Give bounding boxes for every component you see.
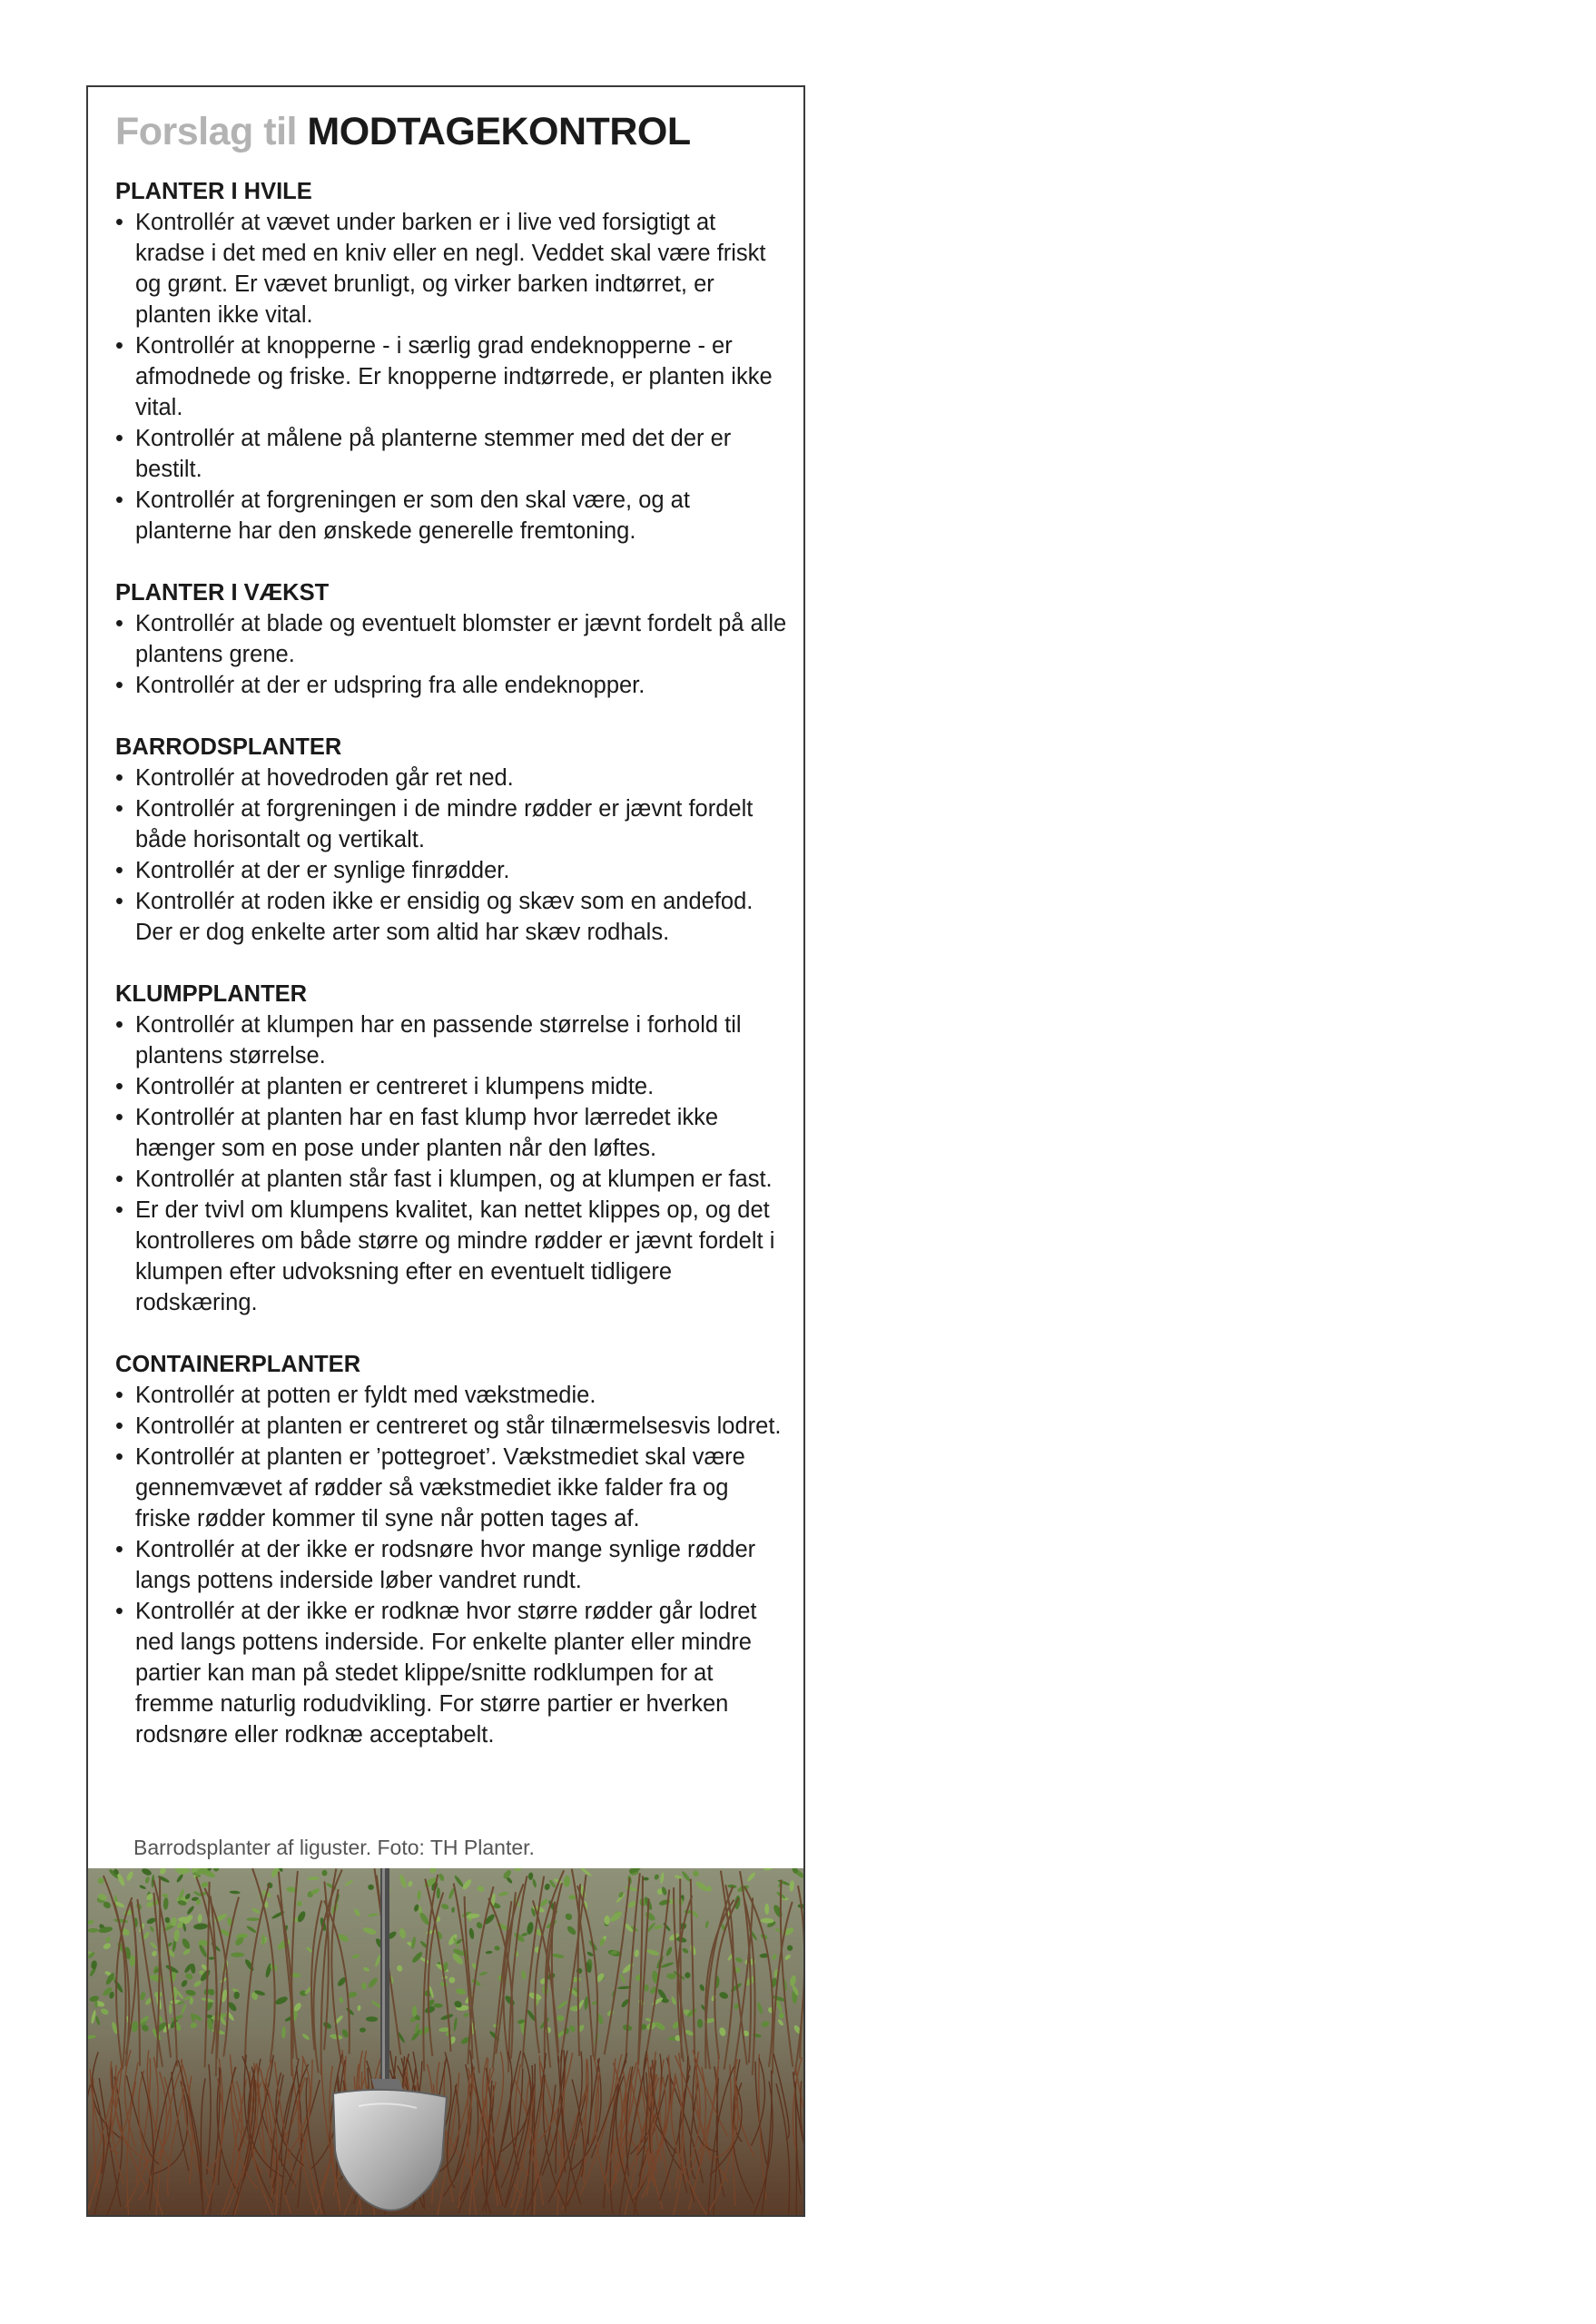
list-item-text: Kontrollér at blade og eventuelt blomster er jævnt fordelt på alle plantens grene. xyxy=(135,611,787,667)
sections-container xyxy=(115,176,787,1750)
list-item xyxy=(115,1195,787,1318)
bullet-list xyxy=(115,207,787,547)
list-item-text: Kontrollér at klumpen har en passende størrelse i forhold til plantens størrelse. xyxy=(135,1012,742,1068)
list-item xyxy=(115,1380,787,1411)
section-heading: KLUMPPLANTER xyxy=(115,981,308,1007)
bullet-icon: • xyxy=(115,1413,123,1439)
list-item xyxy=(115,1102,787,1164)
bullet-icon: • xyxy=(115,1074,123,1099)
list-item xyxy=(115,485,787,547)
list-item-text: Kontrollér at planten står fast i klumpen, og at klumpen er fast. xyxy=(135,1167,773,1192)
list-item xyxy=(115,1411,787,1442)
list-item-text: Kontrollér at der ikke er rodsnøre hvor mange synlige rødder langs pottens inderside løber vandret rundt. xyxy=(135,1537,756,1593)
list-item-text: Kontrollér at der er synlige finrødder. xyxy=(135,858,510,883)
list-item-text: Kontrollér at forgreningen er som den skal være, og at planterne har den ønskede generelle fremtoning. xyxy=(135,487,690,544)
info-box-content xyxy=(115,107,787,1781)
bullet-icon: • xyxy=(115,1599,123,1624)
section xyxy=(115,732,787,948)
list-item-text: Kontrollér at der ikke er rodknæ hvor større rødder går lodret ned langs pottens inderside. For enkelte planter eller mindre partier kan man på stedet klippe/snitte rodklumpen for at fremme naturlig rodudvikling. For større partier er hverken rodsnøre eller rodknæ acceptabelt. xyxy=(135,1599,757,1748)
list-item xyxy=(115,855,787,886)
bullet-icon: • xyxy=(115,858,123,883)
section-heading: PLANTER I VÆKST xyxy=(115,580,330,606)
section xyxy=(115,577,787,701)
list-item xyxy=(115,670,787,701)
list-item-text: Kontrollér at målene på planterne stemmer med det der er bestilt. xyxy=(135,426,732,482)
list-item xyxy=(115,1009,787,1071)
section xyxy=(115,979,787,1318)
bullet-list xyxy=(115,608,787,701)
list-item xyxy=(115,793,787,855)
bullet-icon: • xyxy=(115,1012,123,1038)
list-item xyxy=(115,1071,787,1102)
list-item xyxy=(115,1534,787,1596)
bullet-icon: • xyxy=(115,611,123,636)
list-item-text: Kontrollér at vævet under barken er i live ved forsigtigt at kradse i det med en kniv eller en negl. Veddet skal være friskt og grønt. Er vævet brunligt, og virker barken indtørret, er planten ikke vital. xyxy=(135,210,766,328)
list-item xyxy=(115,608,787,670)
list-item-text: Kontrollér at planten er centreret i klumpens midte. xyxy=(135,1074,655,1099)
title-main: MODTAGEKONTROL xyxy=(307,110,691,153)
list-item xyxy=(115,423,787,485)
list-item-text: Kontrollér at potten er fyldt med vækstmedie. xyxy=(135,1383,596,1408)
list-item xyxy=(115,207,787,330)
bullet-icon: • xyxy=(115,1537,123,1562)
list-item-text: Kontrollér at planten er ’pottegroet’. Vækstmediet skal være gennemvævet af rødder så vækstmediet ikke falder fra og friske rødder kommer til syne når potten tages af. xyxy=(135,1444,745,1531)
bullet-icon: • xyxy=(115,333,123,359)
bullet-icon: • xyxy=(115,210,123,235)
list-item-text: Kontrollér at roden ikke er ensidig og skæv som en andefod. Der er dog enkelte arter som altid har skæv rodhals. xyxy=(135,889,754,945)
bullet-icon: • xyxy=(115,765,123,791)
list-item-text: Kontrollér at forgreningen i de mindre rødder er jævnt fordelt både horisontalt og vertikalt. xyxy=(135,796,754,852)
bullet-icon: • xyxy=(115,1383,123,1408)
title-prefix: Forslag til xyxy=(115,110,297,153)
list-item-text: Kontrollér at knopperne - i særlig grad endeknopperne - er afmodnede og friske. Er knopperne indtørrede, er planten ikke vital. xyxy=(135,333,773,420)
section-heading: PLANTER I HVILE xyxy=(115,179,312,204)
list-item xyxy=(115,330,787,423)
bullet-list xyxy=(115,1380,787,1750)
list-item xyxy=(115,1164,787,1195)
bullet-icon: • xyxy=(115,889,123,914)
bullet-icon: • xyxy=(115,673,123,698)
bullet-icon: • xyxy=(115,1444,123,1470)
list-item-text: Kontrollér at der er udspring fra alle endeknopper. xyxy=(135,673,645,698)
section-heading: BARRODSPLANTER xyxy=(115,734,342,760)
list-item xyxy=(115,1442,787,1534)
list-item xyxy=(115,886,787,948)
bullet-icon: • xyxy=(115,1197,123,1223)
bullet-list xyxy=(115,763,787,948)
section-heading: CONTAINERPLANTER xyxy=(115,1352,361,1377)
bullet-icon: • xyxy=(115,796,123,822)
list-item-text: Kontrollér at planten har en fast klump hvor lærredet ikke hænger som en pose under planten når den løftes. xyxy=(135,1105,719,1161)
photo-bare-root-plants xyxy=(88,1868,803,2217)
section xyxy=(115,176,787,547)
bullet-icon: • xyxy=(115,426,123,451)
list-item-text: Kontrollér at hovedroden går ret ned. xyxy=(135,765,514,791)
bullet-list xyxy=(115,1009,787,1318)
bullet-icon: • xyxy=(115,487,123,513)
list-item xyxy=(115,763,787,793)
section xyxy=(115,1349,787,1750)
bullet-icon: • xyxy=(115,1105,123,1130)
bullet-icon: • xyxy=(115,1167,123,1192)
list-item-text: Er der tvivl om klumpens kvalitet, kan nettet klippes op, og det kontrolleres om både større og mindre rødder er jævnt fordelt i klumpen efter udvoksning efter en eventuelt tidligere rodskæring. xyxy=(135,1197,775,1315)
list-item-text: Kontrollér at planten er centreret og står tilnærmelsesvis lodret. xyxy=(135,1413,782,1439)
photo-caption: Barrodsplanter af liguster. Foto: TH Planter. xyxy=(133,1836,535,1859)
list-item xyxy=(115,1596,787,1750)
info-box xyxy=(86,85,805,2217)
page-title xyxy=(115,107,787,156)
